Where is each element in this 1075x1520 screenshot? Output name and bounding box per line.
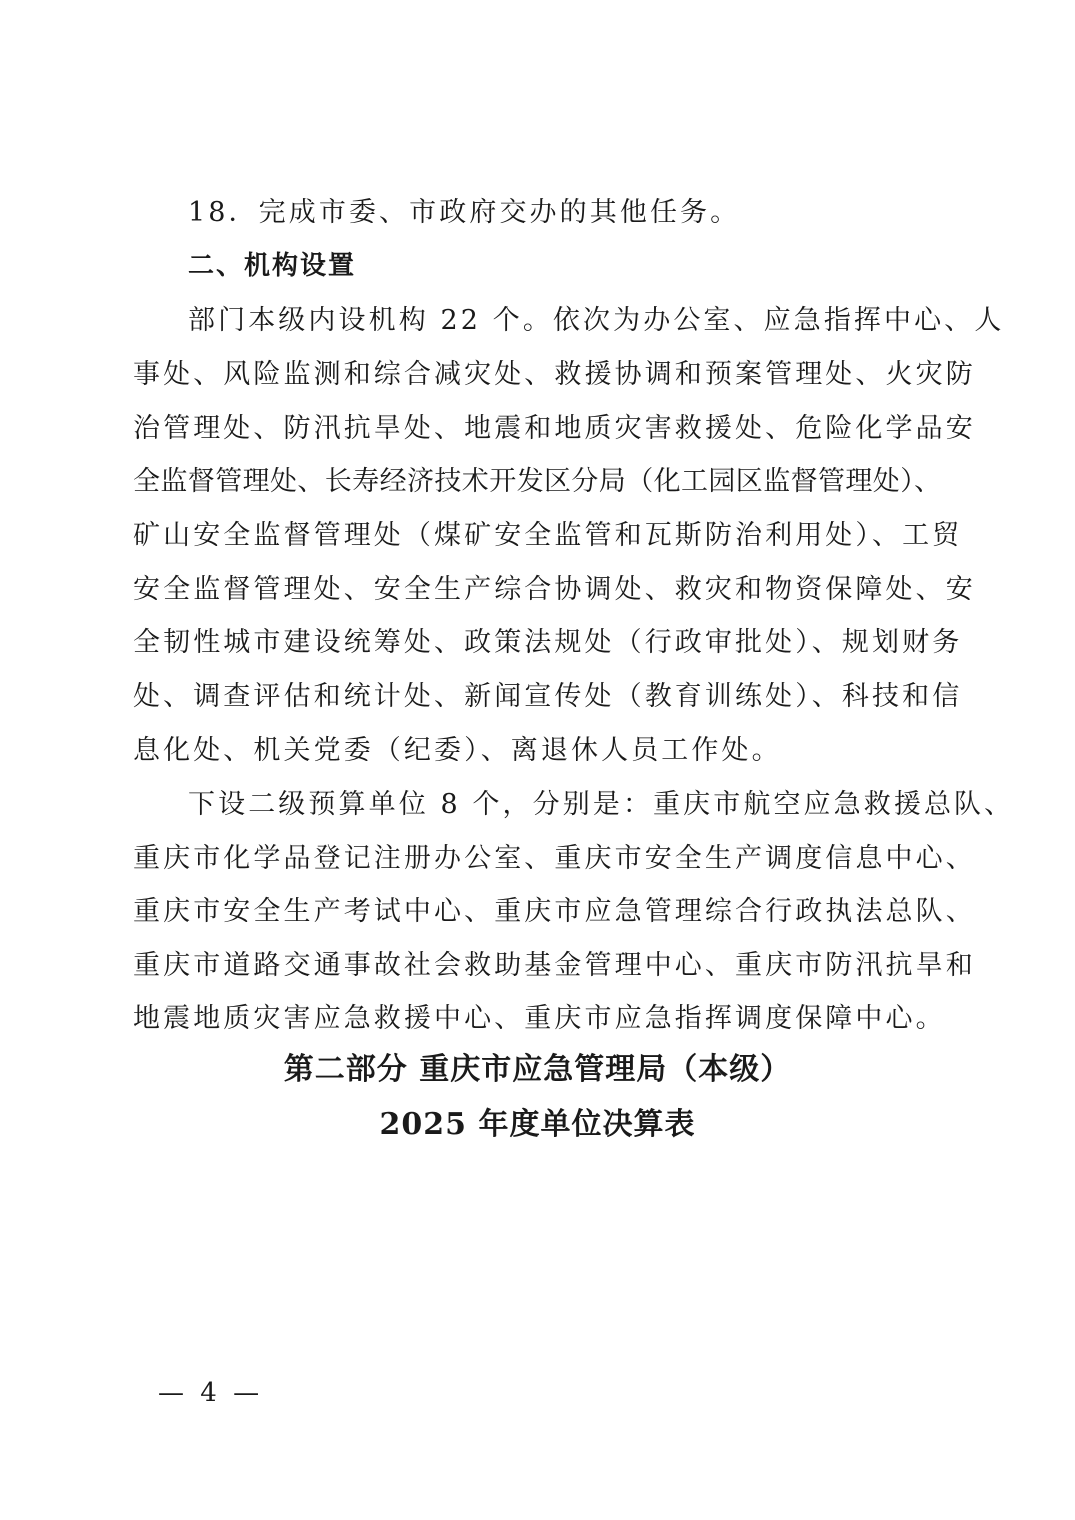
paragraph-line: 安全监督管理处、安全生产综合协调处、救灾和物资保障处、安 [133, 574, 976, 605]
section-heading-organization: 二、机构设置 [188, 251, 357, 281]
paragraph-line: 重庆市安全生产考试中心、重庆市应急管理综合行政执法总队、 [133, 896, 976, 927]
paragraph-line: 重庆市化学品登记注册办公室、重庆市安全生产调度信息中心、 [133, 843, 976, 874]
paragraph-line: 地震地质灾害应急救援中心、重庆市应急指挥调度保障中心。 [133, 1003, 946, 1034]
paragraph-line: 处、调查评估和统计处、新闻宣传处（教育训练处）、科技和信 [133, 681, 963, 712]
part-title-line-1: 第二部分 重庆市应急管理局（本级） [283, 1052, 792, 1087]
paragraph-line: 下设二级预算单位 8 个，分别是：重庆市航空应急救援总队、 [188, 789, 1015, 820]
page-number: — 4 — [158, 1378, 264, 1408]
part-title-line-2: 2025 年度单位决算表 [379, 1107, 696, 1142]
paragraph-line: 事处、风险监测和综合减灾处、救援协调和预案管理处、火灾防 [133, 359, 976, 390]
paragraph-line: 重庆市道路交通事故社会救助基金管理中心、重庆市防汛抗旱和 [133, 950, 976, 981]
paragraph-line: 部门本级内设机构 22 个。依次为办公室、应急指挥中心、人 [188, 305, 1005, 336]
paragraph-line: 全韧性城市建设统筹处、政策法规处（行政审批处）、规划财务 [133, 627, 963, 658]
paragraph-line: 全监督管理处、长寿经济技术开发区分局（化工园区监督管理处）、 [133, 466, 942, 497]
paragraph-line: 息化处、机关党委（纪委）、离退休人员工作处。 [133, 735, 782, 766]
paragraph-line: 治管理处、防汛抗旱处、地震和地质灾害救援处、危险化学品安 [133, 413, 976, 444]
item-18-text: 18．完成市委、市政府交办的其他任务。 [188, 197, 741, 228]
paragraph-line: 矿山安全监督管理处（煤矿安全监管和瓦斯防治利用处）、工贸 [133, 520, 963, 551]
